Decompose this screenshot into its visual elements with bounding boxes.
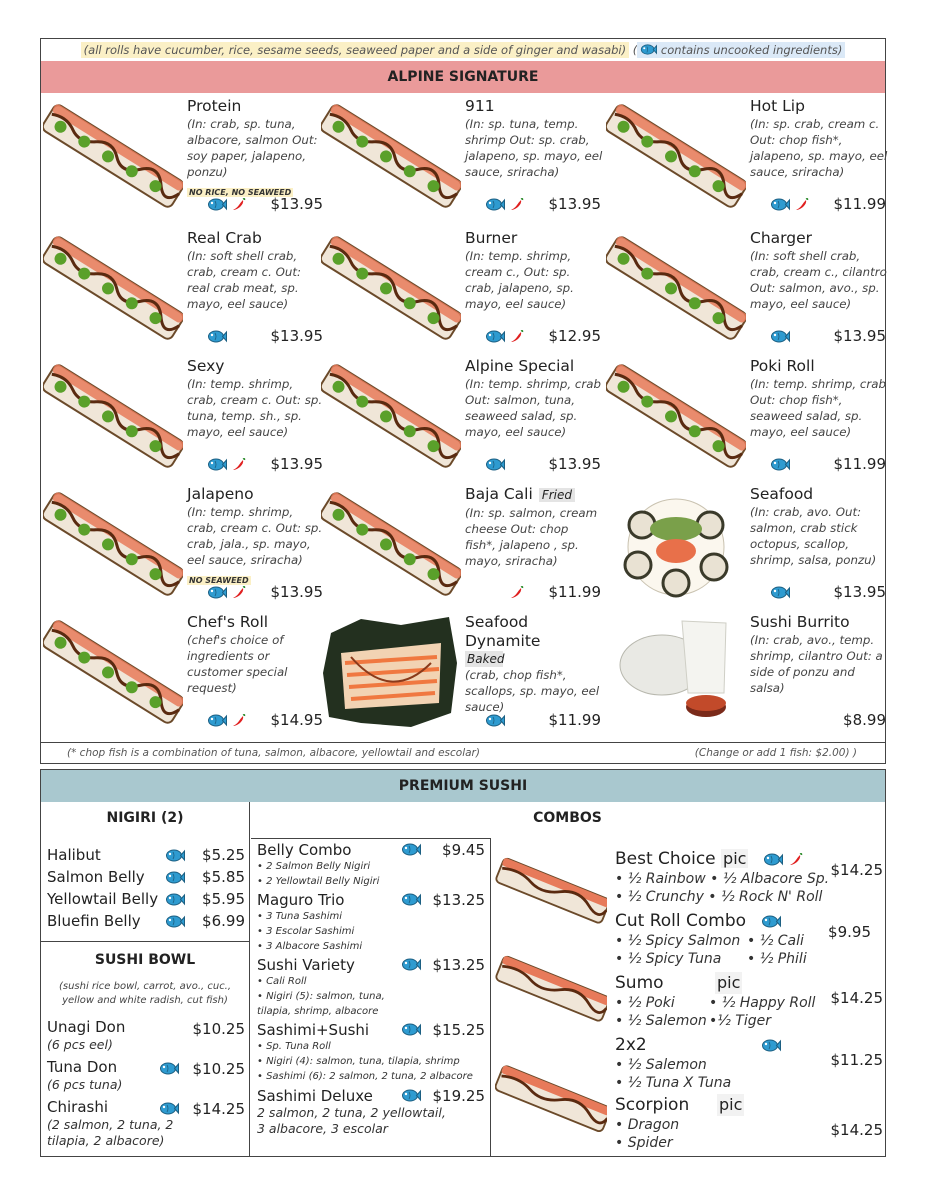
roll-price-row: [207, 327, 323, 345]
fish-icon: [770, 585, 790, 600]
combo-line: • Nigiri (5): salmon, tuna,: [257, 991, 385, 1002]
roll-price-row: [207, 455, 323, 473]
roll-price: $13.95: [270, 327, 323, 345]
roll-badge: NO RICE, NO SEAWEED: [189, 188, 292, 197]
change-fish-note: (Change or add 1 fish: $2.00) ): [694, 747, 857, 759]
roll-description: (In: crab, sp. tuna, albacore, salmon Out: soy paper, jalapeno, ponzu): [187, 117, 318, 179]
roll-name: Alpine Special: [465, 357, 575, 375]
roll-photo: [321, 485, 461, 603]
bowl-name: Chirashi: [47, 1098, 108, 1116]
roll-info: [465, 485, 603, 569]
roll-info: [750, 485, 888, 568]
roll-info: [187, 485, 325, 587]
roll-card: [43, 357, 323, 485]
roll-price-row: [207, 195, 323, 213]
fish-icon: [401, 957, 421, 972]
roll-photo: [43, 485, 183, 603]
combo-name: Scorpion: [615, 1095, 690, 1115]
combo-line: • ½ Cali: [747, 933, 804, 949]
fish-icon: [770, 457, 790, 472]
roll-card: [43, 229, 323, 357]
roll-info: [750, 357, 888, 440]
roll-prep-tag: Fried: [539, 488, 575, 502]
roll-photo: [606, 613, 746, 731]
combo-line: • ½ Spicy Tuna: [615, 951, 722, 967]
roll-photo: [606, 229, 746, 347]
roll-name: Jalapeno: [187, 485, 254, 503]
nigiri-price: $5.95: [202, 890, 245, 908]
roll-card: [606, 613, 886, 741]
roll-card: [321, 357, 601, 485]
roll-description: (In: temp. shrimp, crab, cream c. Out: sp. tuna, temp. sh., sp. mayo, eel sauce): [187, 377, 323, 439]
combo-price: $13.25: [432, 891, 485, 909]
roll-photo: [606, 97, 746, 215]
nigiri-divider: [41, 941, 249, 942]
roll-photo: [321, 97, 461, 215]
roll-price: $11.99: [833, 195, 886, 213]
roll-description: (crab, chop fish*, scallops, sp. mayo, eel sauce): [465, 668, 600, 714]
nigiri-name: Yellowtail Belly: [47, 890, 159, 908]
roll-photo: [43, 357, 183, 475]
roll-name: Charger: [750, 229, 812, 247]
fish-icon: [401, 1088, 421, 1103]
pepper-icon: [232, 585, 246, 599]
roll-name: Sushi Burrito: [750, 613, 850, 631]
roll-description: (In: sp. crab, cream c. Out: chop fish*, jalapeno, sp. mayo, eel sauce, sriracha): [750, 117, 888, 179]
roll-price: $14.95: [270, 711, 323, 729]
combo-line: • Dragon: [615, 1117, 680, 1133]
combo-pic-label: pic: [717, 973, 741, 992]
combo-line: • ½ Phili: [747, 951, 807, 967]
combos-left-column: [251, 838, 491, 1156]
fish-icon: [401, 1022, 421, 1037]
combo-price: $14.25: [830, 861, 883, 879]
signature-footnote: [41, 742, 885, 764]
roll-prep-tag: Baked: [467, 652, 505, 666]
roll-photo: [606, 485, 746, 603]
roll-name: Real Crab: [187, 229, 262, 247]
roll-card: [321, 485, 601, 613]
fish-icon: [207, 329, 227, 344]
combo-item: [257, 1021, 489, 1084]
roll-name-line: [465, 229, 603, 248]
combo-line: • 2 Salmon Belly Nigiri: [257, 861, 371, 872]
combo-name: Cut Roll Combo: [615, 911, 747, 931]
fish-icon: [159, 1061, 179, 1076]
combo-line: • ½ Tuna X Tuna: [615, 1075, 732, 1091]
combo-item: [615, 972, 883, 1030]
legend-open-paren: (: [632, 43, 638, 57]
roll-info: [187, 97, 325, 199]
fish-icon: [401, 842, 421, 857]
pepper-icon: [232, 197, 246, 211]
roll-photo: [321, 229, 461, 347]
roll-card: [43, 97, 323, 225]
roll-photo: [321, 613, 461, 731]
combo-line: • 3 Tuna Sashimi: [257, 911, 343, 922]
bowl-item: [47, 1098, 245, 1149]
premium-banner: PREMIUM SUSHI: [41, 770, 885, 802]
roll-name: Burner: [465, 229, 518, 247]
combo-price: $14.25: [830, 989, 883, 1007]
combo-price: $9.45: [442, 841, 485, 859]
combo-name: Maguro Trio: [257, 891, 345, 909]
signature-banner: ALPINE SIGNATURE: [41, 61, 885, 93]
roll-price: $13.95: [270, 583, 323, 601]
combo-item: [257, 1087, 489, 1137]
roll-price: $8.99: [843, 711, 886, 729]
roll-price: $13.95: [548, 455, 601, 473]
bowl-price: $10.25: [192, 1020, 245, 1038]
nigiri-name: Bluefin Belly: [47, 912, 141, 930]
nigiri-price: $5.85: [202, 868, 245, 886]
combo-line: • ½ Poki: [615, 995, 675, 1011]
combo-line: • ½ Crunchy • ½ Rock N' Roll: [615, 889, 823, 905]
fish-icon: [763, 852, 783, 867]
fish-icon: [761, 1038, 781, 1053]
bowl-detail: (6 pcs tuna): [47, 1077, 123, 1092]
fish-icon: [401, 892, 421, 907]
roll-name-line: [187, 97, 325, 116]
combo-name: Sushi Variety: [257, 956, 355, 974]
roll-price: $13.95: [833, 327, 886, 345]
combo-line: • Nigiri (4): salmon, tuna, tilapia, shrimp: [257, 1056, 460, 1067]
combo-images-column: [491, 838, 611, 1156]
combo-line: • Sp. Tuna Roll: [257, 1041, 331, 1052]
roll-description: (In: temp. shrimp, crab, cream c. Out: sp. crab, jala., sp. mayo, eel sauce, sriracha): [187, 505, 323, 567]
fish-icon: [159, 1101, 179, 1116]
roll-name-line: [750, 485, 888, 504]
roll-card: [43, 485, 323, 613]
roll-info: [187, 229, 325, 312]
fish-icon: [485, 713, 505, 728]
combo-line: • 3 Albacore Sashimi: [257, 941, 363, 952]
nigiri-row: [47, 866, 245, 888]
combo-item: [257, 956, 489, 1019]
sushi-bowl-title: SUSHI BOWL: [94, 952, 196, 968]
combo-line: tilapia, shrimp, albacore: [257, 1006, 379, 1017]
roll-info: [465, 613, 603, 715]
pepper-icon: [510, 197, 524, 211]
roll-description: (In: soft shell crab, crab, cream c., cilantro Out: salmon, avo., sp. mayo, eel sauce): [750, 249, 887, 311]
roll-price-row: [770, 711, 886, 729]
fish-icon: [165, 914, 185, 929]
bowl-item: [47, 1018, 245, 1053]
roll-price: $13.95: [548, 195, 601, 213]
roll-description: (In: temp. shrimp, crab Out: chop fish*, seaweed salad, sp. mayo, eel sauce): [750, 377, 886, 439]
roll-price-row: [207, 711, 323, 729]
roll-photo: [43, 613, 183, 731]
bowl-price: $14.25: [192, 1100, 245, 1118]
raw-legend: [637, 42, 845, 58]
ingredients-note: (all rolls have cucumber, rice, sesame seeds, seaweed paper and a side of ginger and wasabi): [81, 42, 629, 58]
combos-right-column: [613, 838, 885, 1156]
combo-line: • Spider: [615, 1135, 673, 1151]
bowl-detail: (6 pcs eel): [47, 1037, 113, 1052]
roll-info: [465, 229, 603, 312]
fish-icon: [207, 457, 227, 472]
combo-line: •½ Tiger: [709, 1013, 771, 1029]
roll-price-row: [770, 327, 886, 345]
pepper-icon: [510, 329, 524, 343]
combo-price: $19.25: [432, 1087, 485, 1105]
nigiri-name: Halibut: [47, 846, 101, 864]
combo-line: • Cali Roll: [257, 976, 307, 987]
roll-photo: [321, 357, 461, 475]
roll-card: [321, 613, 601, 741]
pepper-icon: [232, 457, 246, 471]
combo-line: • ½ Spicy Salmon: [615, 933, 741, 949]
combo-price: $9.95: [828, 923, 871, 941]
combo-line: • 2 Yellowtail Belly Nigiri: [257, 876, 380, 887]
roll-price: $12.95: [548, 327, 601, 345]
roll-badge: NO SEAWEED: [189, 576, 249, 585]
roll-name-line: [187, 485, 325, 504]
pepper-icon: [232, 713, 246, 727]
roll-name-line: [187, 229, 325, 248]
fish-icon: [165, 848, 185, 863]
pepper-icon: [789, 852, 803, 866]
fish-icon: [485, 197, 505, 212]
fish-icon: [485, 329, 505, 344]
roll-description: (In: sp. tuna, temp. shrimp Out: sp. crab, jalapeno, sp. mayo, eel sauce, sriracha): [465, 117, 603, 179]
roll-card: [43, 613, 323, 741]
combo-item: [615, 848, 883, 906]
roll-photo: [43, 97, 183, 215]
combo-item: [257, 891, 489, 954]
combo-price: $13.25: [432, 956, 485, 974]
roll-name-line: [465, 357, 603, 376]
sushi-bowl-note: (sushi rice bowl, carrot, avo., cuc., yellow and white radish, cut fish): [58, 981, 232, 1006]
combo-line: • 3 Escolar Sashimi: [257, 926, 355, 937]
roll-description: (In: temp. shrimp, crab Out: salmon, tuna, seaweed salad, sp. mayo, eel sauce): [465, 377, 601, 439]
roll-description: (chef's choice of ingredients or customer special request): [187, 633, 288, 695]
bowl-item: [47, 1058, 245, 1093]
bowl-name: Unagi Don: [47, 1018, 126, 1036]
roll-card: [606, 485, 886, 613]
combo-line: • Sashimi (6): 2 salmon, 2 tuna, 2 albacore: [257, 1071, 473, 1082]
combo-name: Best Choice: [615, 849, 716, 869]
combo-price: $11.25: [830, 1051, 883, 1069]
fish-icon: [770, 329, 790, 344]
roll-name: Sexy: [187, 357, 225, 375]
roll-name-line: [750, 357, 888, 376]
roll-description: (In: crab, avo., temp. shrimp, cilantro Out: a side of ponzu and salsa): [750, 633, 883, 695]
raw-legend-text: contains uncooked ingredients): [660, 43, 843, 57]
roll-description: (In: sp. salmon, cream cheese Out: chop fish*, jalapeno , sp. mayo, sriracha): [465, 506, 598, 568]
combo-item: [257, 841, 489, 889]
pepper-icon: [510, 585, 524, 599]
roll-name: Chef's Roll: [187, 613, 269, 631]
roll-card: [321, 229, 601, 357]
combo-price: $14.25: [830, 1121, 883, 1139]
nigiri-price: $5.25: [202, 846, 245, 864]
roll-name-line: [465, 485, 603, 505]
fish-icon: [761, 914, 781, 929]
fish-icon: [770, 197, 790, 212]
roll-price-row: [485, 711, 601, 729]
combo-item: [615, 1094, 883, 1152]
combo-pic-label: pic: [723, 849, 747, 868]
roll-price-row: [485, 195, 601, 213]
nigiri-name: Salmon Belly: [47, 868, 145, 886]
roll-name-line: [187, 357, 325, 376]
combo-item: [615, 910, 883, 968]
roll-price: $11.99: [833, 455, 886, 473]
roll-name-line: [187, 613, 325, 632]
roll-name-line: [750, 613, 888, 632]
roll-name: Seafood: [750, 485, 814, 503]
combo-name: Sashimi+Sushi: [257, 1021, 370, 1039]
roll-info: [750, 613, 888, 696]
roll-info: [187, 613, 325, 696]
nigiri-title: NIGIRI (2): [106, 810, 184, 826]
roll-price-row: [207, 583, 323, 601]
bowl-detail: (2 salmon, 2 tuna, 2 tilapia, 2 albacore): [47, 1117, 174, 1148]
roll-info: [750, 97, 888, 180]
roll-photo: [606, 357, 746, 475]
roll-price-row: [770, 195, 886, 213]
nigiri-row: [47, 910, 245, 932]
roll-name: Poki Roll: [750, 357, 815, 375]
roll-name: Protein: [187, 97, 242, 115]
combo-line: • ½ Salemon: [615, 1013, 707, 1029]
combo-line: • ½ Salemon: [615, 1057, 707, 1073]
roll-price-row: [770, 583, 886, 601]
roll-card: [606, 357, 886, 485]
combo-pic-label: pic: [719, 1095, 743, 1114]
roll-description: (In: soft shell crab, crab, cream c. Out: real crab meat, sp. mayo, eel sauce): [187, 249, 301, 311]
roll-info: [465, 357, 603, 440]
roll-info: [465, 97, 603, 180]
combos-title: COMBOS: [533, 810, 602, 826]
roll-card: [321, 97, 601, 225]
fish-icon: [165, 892, 185, 907]
roll-photo: [43, 229, 183, 347]
roll-price: $13.95: [833, 583, 886, 601]
roll-price: $13.95: [270, 455, 323, 473]
bowl-name: Tuna Don: [47, 1058, 118, 1076]
fish-icon: [165, 870, 185, 885]
nigiri-bowl-column: [41, 802, 250, 1156]
nigiri-row: [47, 844, 245, 866]
roll-info: [750, 229, 888, 312]
combo-item: [615, 1034, 883, 1092]
combo-photo: [495, 942, 607, 1034]
roll-name-line: [750, 229, 888, 248]
combo-name: Belly Combo: [257, 841, 352, 859]
roll-name-line: [465, 613, 603, 667]
roll-name: Hot Lip: [750, 97, 805, 115]
combo-price: $15.25: [432, 1021, 485, 1039]
roll-description: (In: temp. shrimp, cream c., Out: sp. crab, jalapeno, sp. mayo, eel sauce): [465, 249, 574, 311]
roll-info: [187, 357, 325, 440]
roll-price: $13.95: [270, 195, 323, 213]
roll-price-row: [770, 455, 886, 473]
roll-card: [606, 229, 886, 357]
combo-line: 2 salmon, 2 tuna, 2 yellowtail,: [257, 1105, 446, 1120]
roll-card: [606, 97, 886, 225]
fish-icon: [207, 713, 227, 728]
combo-line: • ½ Happy Roll: [709, 995, 816, 1011]
roll-price-row: [485, 583, 601, 601]
fish-icon: [485, 457, 505, 472]
roll-name-line: [465, 97, 603, 116]
combo-name: Sumo: [615, 973, 664, 993]
combo-photo: [495, 844, 607, 936]
nigiri-price: $6.99: [202, 912, 245, 930]
combo-line: • ½ Rainbow • ½ Albacore Sp.: [615, 871, 830, 887]
roll-price-row: [485, 327, 601, 345]
roll-name-line: [750, 97, 888, 116]
combo-line: 3 albacore, 3 escolar: [257, 1121, 388, 1136]
roll-price: $11.99: [548, 711, 601, 729]
combo-name: Sashimi Deluxe: [257, 1087, 373, 1105]
combo-photo: [495, 1048, 607, 1148]
premium-sushi-section: [40, 769, 886, 1157]
combo-name: 2x2: [615, 1035, 647, 1055]
roll-name: 911: [465, 97, 495, 115]
header-note: [41, 39, 885, 61]
roll-description: (In: crab, avo. Out: salmon, crab stick octopus, scallop, shrimp, salsa, ponzu): [750, 505, 877, 567]
fish-icon: [207, 197, 227, 212]
alpine-signature-section: [40, 38, 886, 764]
roll-name: Seafood Dynamite: [465, 613, 541, 650]
nigiri-row: [47, 888, 245, 910]
fish-icon: [207, 585, 227, 600]
pepper-icon: [795, 197, 809, 211]
roll-price-row: [485, 455, 601, 473]
fish-icon: [640, 43, 657, 56]
chop-fish-note: (* chop fish is a combination of tuna, salmon, albacore, yellowtail and escolar): [67, 747, 480, 759]
bowl-price: $10.25: [192, 1060, 245, 1078]
roll-name: Baja Cali: [465, 485, 533, 503]
roll-price: $11.99: [548, 583, 601, 601]
